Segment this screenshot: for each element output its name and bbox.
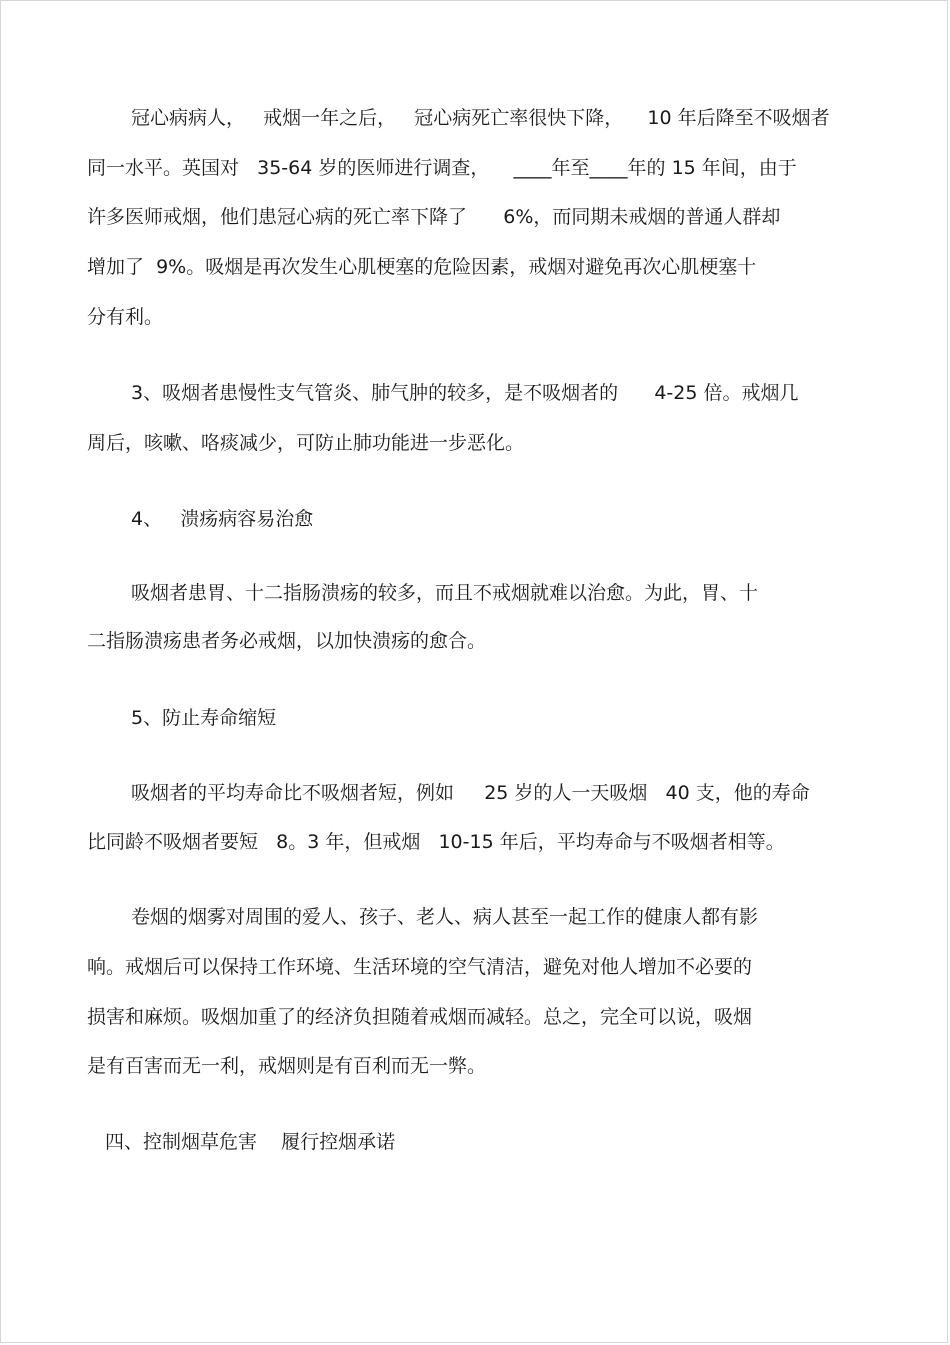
- text-line: 许多医师戒烟，他们患冠心病的死亡率下降了 6%，而同期未戒烟的普通人群却: [87, 206, 781, 228]
- chapter-heading: 四、控制烟草危害 履行控烟承诺: [105, 1131, 396, 1153]
- text-line: 吸烟者患胃、十二指肠溃疡的较多，而且不戒烟就难以治愈。为此，胃、十: [131, 582, 759, 604]
- text-line: 周后，咳嗽、咯痰减少，可防止肺功能进一步恶化。: [87, 432, 525, 454]
- text-line: 卷烟的烟雾对周围的爱人、孩子、老人、病人甚至一起工作的健康人都有影: [131, 906, 759, 928]
- text-line: 增加了 9%。吸烟是再次发生心肌梗塞的危险因素，戒烟对避免再次心肌梗塞十: [87, 256, 757, 278]
- text-line: 响。戒烟后可以保持工作环境、生活环境的空气清洁，避免对他人增加不必要的: [87, 956, 753, 978]
- text-line: 冠心病病人， 戒烟一年之后， 冠心病死亡率很快下降， 10 年后降至不吸烟者: [131, 107, 830, 129]
- text-line: 是有百害而无一利，戒烟则是有百利而无一弊。: [87, 1055, 487, 1077]
- section-heading: 4、 溃疡病容易治愈: [131, 508, 314, 530]
- text-line: 分有利。: [87, 306, 164, 328]
- section-heading: 5、防止寿命缩短: [131, 707, 277, 729]
- text-line: 3、吸烟者患慢性支气管炎、肺气肿的较多，是不吸烟者的 4-25 倍。戒烟几: [131, 382, 799, 404]
- text-line: 二指肠溃疡患者务必戒烟，以加快溃疡的愈合。: [87, 630, 487, 652]
- text-line: 损害和麻烦。吸烟加重了的经济负担随着戒烟而减轻。总之，完全可以说，吸烟: [87, 1006, 753, 1028]
- text-line: 比同龄不吸烟者要短 8。3 年，但戒烟 10-15 年后，平均寿命与不吸烟者相等。: [87, 831, 785, 853]
- text-line: 同一水平。英国对 35-64 岁的医师进行调查， ____年至____年的 15 年间，由于: [87, 157, 797, 179]
- text-line: 吸烟者的平均寿命比不吸烟者短，例如 25 岁的人一天吸烟 40 支，他的寿命: [131, 782, 810, 804]
